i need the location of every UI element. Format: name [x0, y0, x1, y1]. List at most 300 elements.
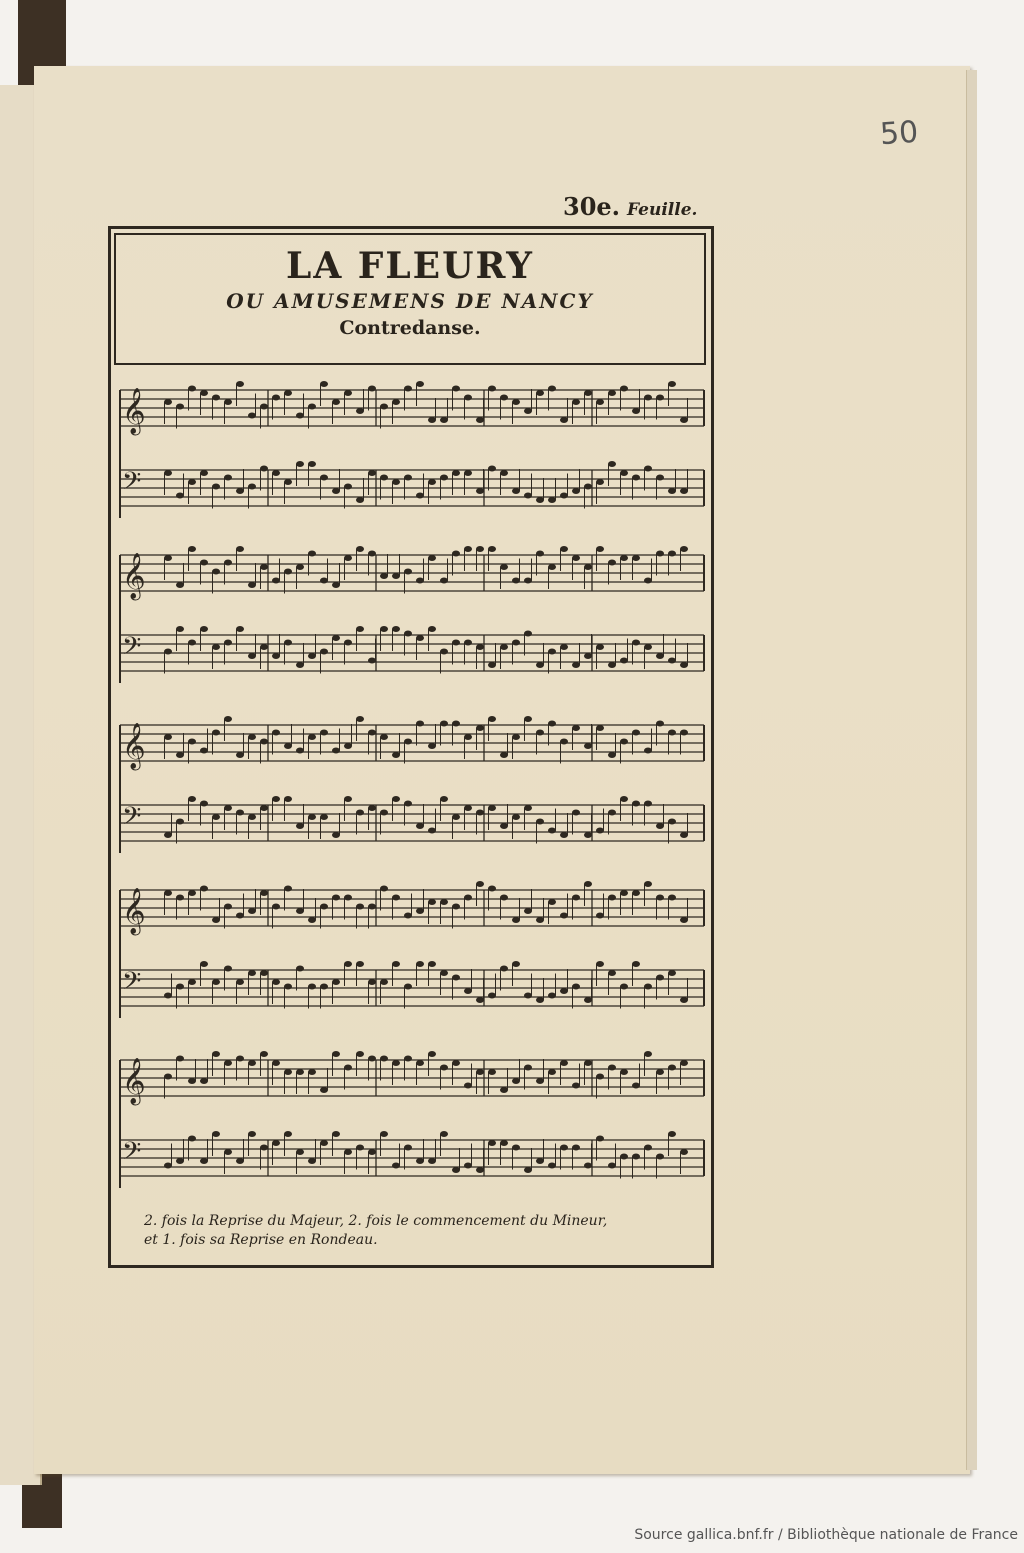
notehead — [332, 1131, 340, 1137]
notehead — [320, 814, 328, 820]
notehead — [632, 1083, 640, 1089]
notehead — [632, 1154, 640, 1160]
notehead — [356, 716, 364, 722]
notehead — [584, 484, 592, 490]
notehead — [272, 470, 280, 476]
notehead — [200, 470, 208, 476]
notehead — [644, 748, 652, 754]
notehead — [332, 582, 340, 588]
notehead — [320, 381, 328, 387]
notehead — [656, 475, 664, 481]
notehead — [524, 631, 532, 637]
notehead — [440, 970, 448, 976]
notehead — [620, 470, 628, 476]
notehead — [596, 644, 604, 650]
notehead — [188, 386, 196, 392]
notehead — [428, 899, 436, 905]
notehead — [248, 653, 256, 659]
notehead — [200, 1158, 208, 1164]
notehead — [524, 578, 532, 584]
notehead — [296, 966, 304, 972]
notehead — [200, 1078, 208, 1084]
notehead — [500, 823, 508, 829]
notehead — [656, 895, 664, 901]
notehead — [620, 658, 628, 664]
notehead — [524, 1065, 532, 1071]
notehead — [572, 810, 580, 816]
notehead — [176, 582, 184, 588]
notehead — [296, 461, 304, 467]
notehead — [224, 475, 232, 481]
treble-clef: 𝄞 — [122, 888, 146, 934]
notehead — [656, 721, 664, 727]
notehead — [644, 644, 652, 650]
notehead — [596, 725, 604, 731]
notehead — [356, 497, 364, 503]
notehead — [632, 475, 640, 481]
notehead — [512, 917, 520, 923]
notehead — [404, 739, 412, 745]
notehead — [560, 913, 568, 919]
notehead — [572, 1083, 580, 1089]
notehead — [176, 1158, 184, 1164]
notehead — [248, 1060, 256, 1066]
notehead — [644, 578, 652, 584]
notehead — [440, 578, 448, 584]
notehead — [344, 961, 352, 967]
notehead — [200, 748, 208, 754]
notehead — [476, 1167, 484, 1173]
notehead — [284, 479, 292, 485]
notehead — [584, 1060, 592, 1066]
notehead — [680, 546, 688, 552]
notehead — [428, 743, 436, 749]
notehead — [344, 1065, 352, 1071]
notehead — [344, 390, 352, 396]
notehead — [200, 961, 208, 967]
notehead — [536, 1158, 544, 1164]
notehead — [440, 796, 448, 802]
notehead — [584, 743, 592, 749]
notehead — [560, 1145, 568, 1151]
notehead — [224, 1060, 232, 1066]
notehead — [188, 979, 196, 985]
notehead — [344, 555, 352, 561]
notehead — [284, 796, 292, 802]
feuille-label — [563, 192, 697, 221]
notehead — [272, 1060, 280, 1066]
notehead — [164, 832, 172, 838]
notehead — [572, 895, 580, 901]
notehead — [440, 475, 448, 481]
notehead — [212, 730, 220, 736]
notehead — [500, 895, 508, 901]
notehead — [512, 814, 520, 820]
notehead — [284, 569, 292, 575]
notehead — [476, 546, 484, 552]
notehead — [332, 399, 340, 405]
notehead — [668, 658, 676, 664]
notehead — [452, 721, 460, 727]
notehead — [260, 1145, 268, 1151]
notehead — [236, 913, 244, 919]
notehead — [380, 810, 388, 816]
feuille-word: Feuille. — [627, 200, 698, 220]
notehead — [308, 461, 316, 467]
notehead — [236, 810, 244, 816]
notehead — [644, 801, 652, 807]
notehead — [416, 381, 424, 387]
notehead — [248, 413, 256, 419]
notehead — [440, 721, 448, 727]
notehead — [296, 823, 304, 829]
notehead — [620, 796, 628, 802]
title-main: LA FLEURY — [286, 245, 534, 287]
notehead — [428, 626, 436, 632]
notehead — [476, 488, 484, 494]
notehead — [164, 890, 172, 896]
notehead — [512, 640, 520, 646]
notehead — [416, 823, 424, 829]
notehead — [176, 1056, 184, 1062]
notehead — [524, 716, 532, 722]
notehead — [212, 1131, 220, 1137]
notehead — [536, 997, 544, 1003]
notehead — [272, 395, 280, 401]
notehead — [380, 979, 388, 985]
notehead — [212, 814, 220, 820]
notehead — [428, 1158, 436, 1164]
notehead — [644, 984, 652, 990]
notehead — [596, 913, 604, 919]
notehead — [620, 1154, 628, 1160]
notehead — [272, 730, 280, 736]
notehead — [176, 984, 184, 990]
notehead — [212, 979, 220, 985]
notehead — [584, 997, 592, 1003]
notehead — [452, 975, 460, 981]
notehead — [308, 404, 316, 410]
notehead — [488, 1140, 496, 1146]
notehead — [608, 1065, 616, 1071]
notehead — [392, 399, 400, 405]
notehead — [416, 961, 424, 967]
notehead — [452, 551, 460, 557]
notehead — [176, 895, 184, 901]
notehead — [284, 1069, 292, 1075]
notehead — [236, 626, 244, 632]
notehead — [464, 988, 472, 994]
notehead — [236, 752, 244, 758]
notehead — [272, 653, 280, 659]
notehead — [368, 386, 376, 392]
notehead — [284, 640, 292, 646]
notehead — [644, 1051, 652, 1057]
notehead — [668, 1131, 676, 1137]
notehead — [404, 569, 412, 575]
treble-clef: 𝄞 — [122, 1058, 146, 1104]
notehead — [296, 564, 304, 570]
notehead — [668, 381, 676, 387]
notehead — [356, 1051, 364, 1057]
notehead — [308, 1069, 316, 1075]
notehead — [560, 417, 568, 423]
notehead — [272, 1140, 280, 1146]
notehead — [548, 564, 556, 570]
notehead — [524, 1167, 532, 1173]
notehead — [344, 796, 352, 802]
notehead — [248, 734, 256, 740]
bass-clef: 𝄢 — [122, 632, 142, 667]
notehead — [164, 1074, 172, 1080]
treble-clef: 𝄞 — [122, 388, 146, 434]
notehead — [656, 823, 664, 829]
notehead — [620, 1069, 628, 1075]
notehead — [572, 488, 580, 494]
notehead — [356, 961, 364, 967]
notehead — [368, 658, 376, 664]
notehead — [608, 970, 616, 976]
notehead — [680, 917, 688, 923]
notehead — [464, 805, 472, 811]
notehead — [452, 1167, 460, 1173]
notehead — [248, 1131, 256, 1137]
notehead — [404, 1056, 412, 1062]
notehead — [428, 1051, 436, 1057]
notehead — [584, 1163, 592, 1169]
notehead — [512, 1145, 520, 1151]
notehead — [488, 1069, 496, 1075]
notehead — [188, 890, 196, 896]
footnote — [144, 1212, 714, 1250]
notehead — [668, 730, 676, 736]
notehead — [440, 417, 448, 423]
notehead — [620, 555, 628, 561]
notehead — [476, 644, 484, 650]
notehead — [248, 970, 256, 976]
notehead — [164, 649, 172, 655]
notehead — [212, 569, 220, 575]
notehead — [416, 1158, 424, 1164]
notehead — [476, 881, 484, 887]
notehead — [404, 631, 412, 637]
notehead — [680, 730, 688, 736]
bass-clef: 𝄢 — [122, 467, 142, 502]
notehead — [488, 546, 496, 552]
notehead — [584, 653, 592, 659]
notehead — [404, 475, 412, 481]
notehead — [488, 386, 496, 392]
notehead — [512, 1078, 520, 1084]
notehead — [404, 386, 412, 392]
notehead — [500, 395, 508, 401]
notehead — [656, 395, 664, 401]
notehead — [164, 555, 172, 561]
notehead — [188, 739, 196, 745]
notehead — [584, 881, 592, 887]
notehead — [632, 801, 640, 807]
notehead — [164, 734, 172, 740]
notehead — [584, 832, 592, 838]
notehead — [668, 1065, 676, 1071]
notehead — [452, 904, 460, 910]
notehead — [500, 752, 508, 758]
notehead — [284, 984, 292, 990]
notehead — [668, 970, 676, 976]
notehead — [536, 551, 544, 557]
notehead — [200, 626, 208, 632]
notehead — [572, 399, 580, 405]
notehead — [464, 395, 472, 401]
notehead — [596, 399, 604, 405]
footnote-line-2: et 1. fois sa Reprise en Rondeau. — [144, 1232, 378, 1248]
notehead — [512, 488, 520, 494]
notehead — [464, 640, 472, 646]
notehead — [440, 649, 448, 655]
notehead — [248, 908, 256, 914]
notehead — [620, 739, 628, 745]
notehead — [512, 578, 520, 584]
notehead — [248, 484, 256, 490]
notehead — [392, 752, 400, 758]
notehead — [236, 979, 244, 985]
notehead — [512, 734, 520, 740]
notehead — [308, 653, 316, 659]
notehead — [368, 904, 376, 910]
notehead — [272, 979, 280, 985]
notehead — [632, 730, 640, 736]
notehead — [392, 479, 400, 485]
notehead — [404, 913, 412, 919]
notehead — [536, 662, 544, 668]
notehead — [560, 988, 568, 994]
notehead — [260, 739, 268, 745]
notehead — [548, 993, 556, 999]
notehead — [428, 555, 436, 561]
notehead — [572, 662, 580, 668]
notehead — [332, 1051, 340, 1057]
notehead — [584, 390, 592, 396]
notehead — [548, 899, 556, 905]
notehead — [452, 1060, 460, 1066]
notehead — [200, 390, 208, 396]
notehead — [548, 386, 556, 392]
notehead — [524, 408, 532, 414]
notehead — [188, 479, 196, 485]
notehead — [320, 984, 328, 990]
notehead — [188, 640, 196, 646]
notehead — [632, 640, 640, 646]
notehead — [188, 1078, 196, 1084]
notehead — [356, 408, 364, 414]
notehead — [680, 832, 688, 838]
notehead — [164, 1163, 172, 1169]
notehead — [260, 805, 268, 811]
notehead — [224, 966, 232, 972]
notehead — [368, 1056, 376, 1062]
notehead — [608, 752, 616, 758]
notehead — [260, 404, 268, 410]
notehead — [536, 730, 544, 736]
notehead — [248, 582, 256, 588]
notehead — [368, 551, 376, 557]
notehead — [368, 730, 376, 736]
notehead — [560, 832, 568, 838]
notehead — [560, 644, 568, 650]
notehead — [380, 1131, 388, 1137]
notehead — [560, 493, 568, 499]
notehead — [608, 390, 616, 396]
notehead — [440, 899, 448, 905]
notehead — [356, 904, 364, 910]
notehead — [608, 810, 616, 816]
notehead — [464, 470, 472, 476]
notehead — [356, 546, 364, 552]
notehead — [224, 399, 232, 405]
notehead — [344, 1149, 352, 1155]
notehead — [476, 997, 484, 1003]
notehead — [416, 578, 424, 584]
feuille-number: 30e. — [563, 192, 621, 221]
notehead — [188, 1136, 196, 1142]
notehead — [500, 644, 508, 650]
notehead — [560, 1060, 568, 1066]
notehead — [668, 819, 676, 825]
notehead — [356, 626, 364, 632]
notehead — [344, 640, 352, 646]
notehead — [488, 466, 496, 472]
notehead — [464, 1163, 472, 1169]
notehead — [596, 546, 604, 552]
notehead — [452, 814, 460, 820]
notehead — [236, 381, 244, 387]
notehead — [644, 1145, 652, 1151]
notehead — [320, 1087, 328, 1093]
notehead — [464, 734, 472, 740]
notehead — [212, 395, 220, 401]
notehead — [224, 640, 232, 646]
notehead — [488, 886, 496, 892]
notehead — [680, 997, 688, 1003]
notehead — [464, 895, 472, 901]
notehead — [644, 466, 652, 472]
notehead — [212, 644, 220, 650]
notehead — [320, 1140, 328, 1146]
notehead — [176, 626, 184, 632]
notehead — [464, 1083, 472, 1089]
notehead — [680, 1149, 688, 1155]
notehead — [560, 739, 568, 745]
notehead — [488, 993, 496, 999]
notehead — [608, 662, 616, 668]
notehead — [476, 725, 484, 731]
notehead — [632, 890, 640, 896]
notehead — [392, 626, 400, 632]
notehead — [428, 479, 436, 485]
notehead — [656, 551, 664, 557]
notehead — [224, 1149, 232, 1155]
notehead — [272, 796, 280, 802]
notehead — [464, 546, 472, 552]
treble-clef: 𝄞 — [122, 723, 146, 769]
notehead — [392, 796, 400, 802]
notehead — [656, 975, 664, 981]
notehead — [476, 417, 484, 423]
notehead — [284, 743, 292, 749]
notehead — [596, 1136, 604, 1142]
notehead — [632, 555, 640, 561]
notehead — [440, 1065, 448, 1071]
